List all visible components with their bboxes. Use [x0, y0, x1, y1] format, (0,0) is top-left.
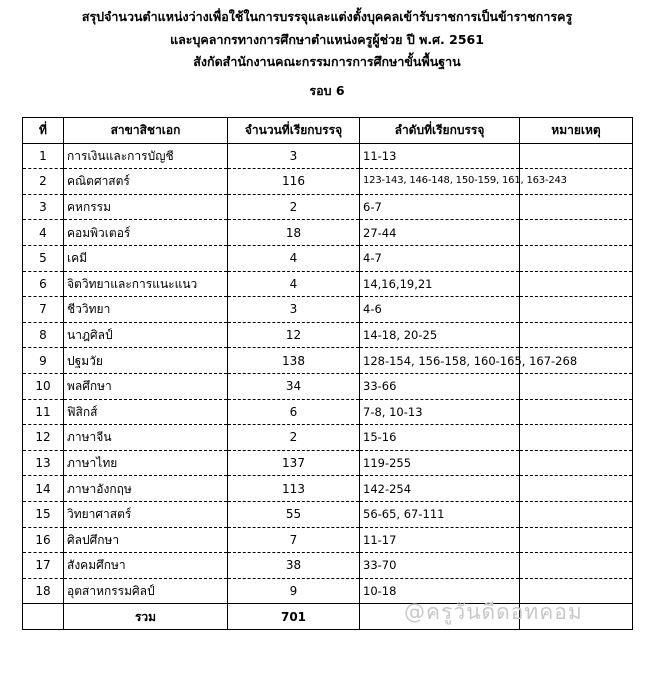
- table-row: [23, 527, 633, 553]
- row-count: 3: [228, 143, 360, 169]
- table-row: [23, 553, 633, 579]
- row-count: 4: [228, 271, 360, 297]
- row-note: [520, 143, 633, 169]
- row-subject: ภาษาอังกฤษ: [64, 476, 228, 502]
- title-line-2: และบุคลากรทางการศึกษาตำแหน่งครูผู้ช่วย ปี พ.ศ. 2561: [170, 31, 484, 47]
- total-label: รวม: [64, 604, 228, 630]
- row-sequence: 11-17: [360, 527, 520, 553]
- row-subject: คหกรรม: [64, 194, 228, 220]
- row-note: [520, 220, 633, 246]
- row-no: 15: [23, 501, 64, 527]
- title-line-3: สังกัดสำนักงานคณะกรรมการการศึกษาขั้นพื้นฐาน: [193, 54, 461, 69]
- row-no: 16: [23, 527, 64, 553]
- row-count: 138: [228, 348, 360, 374]
- total-no-cell: [23, 604, 64, 630]
- row-subject: อุตสาหกรรมศิลป์: [64, 578, 228, 604]
- table-row: [23, 476, 633, 502]
- row-no: 12: [23, 425, 64, 451]
- row-note: [520, 297, 633, 323]
- row-note: [520, 245, 633, 271]
- row-subject: ฟิสิกส์: [64, 399, 228, 425]
- row-no: 18: [23, 578, 64, 604]
- row-count: 12: [228, 322, 360, 348]
- row-note: [520, 399, 633, 425]
- row-subject: ปฐมวัย: [64, 348, 228, 374]
- row-no: 9: [23, 348, 64, 374]
- row-sequence: 56-65, 67-111: [360, 501, 520, 527]
- row-sequence: 142-254: [360, 476, 520, 502]
- table-row: [23, 271, 633, 297]
- row-no: 6: [23, 271, 64, 297]
- table-row: [23, 373, 633, 399]
- row-count: 4: [228, 245, 360, 271]
- row-note: [520, 450, 633, 476]
- table-row: [23, 143, 633, 169]
- row-subject: เคมี: [64, 245, 228, 271]
- row-subject: นาฎศิลป์: [64, 322, 228, 348]
- round-label: รอบ 6: [309, 82, 345, 98]
- row-sequence: 123-143, 146-148, 150-159, 161, 163-243: [360, 169, 520, 195]
- row-note: [520, 322, 633, 348]
- row-no: 1: [23, 143, 64, 169]
- row-count: 2: [228, 425, 360, 451]
- row-sequence: 27-44: [360, 220, 520, 246]
- row-sequence: 11-13: [360, 143, 520, 169]
- row-count: 116: [228, 169, 360, 195]
- table-row: [23, 322, 633, 348]
- header-count: จำนวนที่เรียกบรรจุ: [228, 118, 360, 144]
- row-subject: พลศึกษา: [64, 373, 228, 399]
- row-count: 2: [228, 194, 360, 220]
- row-sequence: 4-6: [360, 297, 520, 323]
- document-titles: [0, 6, 654, 102]
- row-subject: คอมพิวเตอร์: [64, 220, 228, 246]
- row-subject: ภาษาไทย: [64, 450, 228, 476]
- row-sequence: 14-18, 20-25: [360, 322, 520, 348]
- row-count: 6: [228, 399, 360, 425]
- table-row: [23, 450, 633, 476]
- row-sequence: 33-70: [360, 553, 520, 579]
- header-no: ที่: [23, 118, 64, 144]
- row-no: 11: [23, 399, 64, 425]
- row-subject: สังคมศึกษา: [64, 553, 228, 579]
- row-no: 7: [23, 297, 64, 323]
- row-no: 8: [23, 322, 64, 348]
- row-no: 14: [23, 476, 64, 502]
- title-line-1: สรุปจำนวนตำแหน่งว่างเพื่อใช้ในการบรรจุและแต่งตั้งบุคคลเข้ารับราชการเป็นข้าราชการครู: [81, 9, 573, 24]
- row-sequence: 7-8, 10-13: [360, 399, 520, 425]
- header-sequence: ลำดับที่เรียกบรรจุ: [360, 118, 520, 144]
- table-row: [23, 220, 633, 246]
- row-subject: ชีววิทยา: [64, 297, 228, 323]
- vacancy-table: [22, 117, 633, 630]
- row-no: 5: [23, 245, 64, 271]
- row-note: [520, 194, 633, 220]
- row-no: 2: [23, 169, 64, 195]
- row-no: 4: [23, 220, 64, 246]
- row-sequence: 10-18: [360, 578, 520, 604]
- row-sequence: 14,16,19,21: [360, 271, 520, 297]
- row-subject: วิทยาศาสตร์: [64, 501, 228, 527]
- row-sequence: 6-7: [360, 194, 520, 220]
- row-count: 34: [228, 373, 360, 399]
- row-no: 3: [23, 194, 64, 220]
- row-no: 13: [23, 450, 64, 476]
- row-count: 38: [228, 553, 360, 579]
- row-sequence: 128-154, 156-158, 160-165, 167-268: [360, 348, 520, 374]
- table-row: [23, 348, 633, 374]
- row-count: 18: [228, 220, 360, 246]
- row-sequence: 15-16: [360, 425, 520, 451]
- row-count: 7: [228, 527, 360, 553]
- row-count: 9: [228, 578, 360, 604]
- row-sequence: 4-7: [360, 245, 520, 271]
- header-note: หมายเหตุ: [520, 118, 633, 144]
- table-row: [23, 194, 633, 220]
- table-row: [23, 501, 633, 527]
- row-subject: การเงินและการบัญชี: [64, 143, 228, 169]
- table-row: [23, 399, 633, 425]
- row-subject: ศิลปศึกษา: [64, 527, 228, 553]
- table-row: [23, 169, 633, 195]
- row-note: [520, 271, 633, 297]
- row-note: [520, 553, 633, 579]
- row-count: 137: [228, 450, 360, 476]
- table-header-row: [23, 118, 633, 144]
- table-row: [23, 425, 633, 451]
- header-subject: สาขาสิชาเอก: [64, 118, 228, 144]
- row-count: 55: [228, 501, 360, 527]
- row-subject: ภาษาจีน: [64, 425, 228, 451]
- row-note: [520, 476, 633, 502]
- table-row: [23, 245, 633, 271]
- row-sequence: 119-255: [360, 450, 520, 476]
- row-no: 17: [23, 553, 64, 579]
- row-no: 10: [23, 373, 64, 399]
- row-count: 3: [228, 297, 360, 323]
- row-note: [520, 527, 633, 553]
- row-sequence: 33-66: [360, 373, 520, 399]
- watermark-text: @ครูวันดีดอทคอม: [404, 600, 583, 624]
- total-value: 701: [228, 604, 360, 630]
- row-subject: จิตวิทยาและการแนะแนว: [64, 271, 228, 297]
- table-row: [23, 297, 633, 323]
- row-count: 113: [228, 476, 360, 502]
- row-subject: คณิตศาสตร์: [64, 169, 228, 195]
- row-note: [520, 373, 633, 399]
- row-note: [520, 501, 633, 527]
- row-note: [520, 425, 633, 451]
